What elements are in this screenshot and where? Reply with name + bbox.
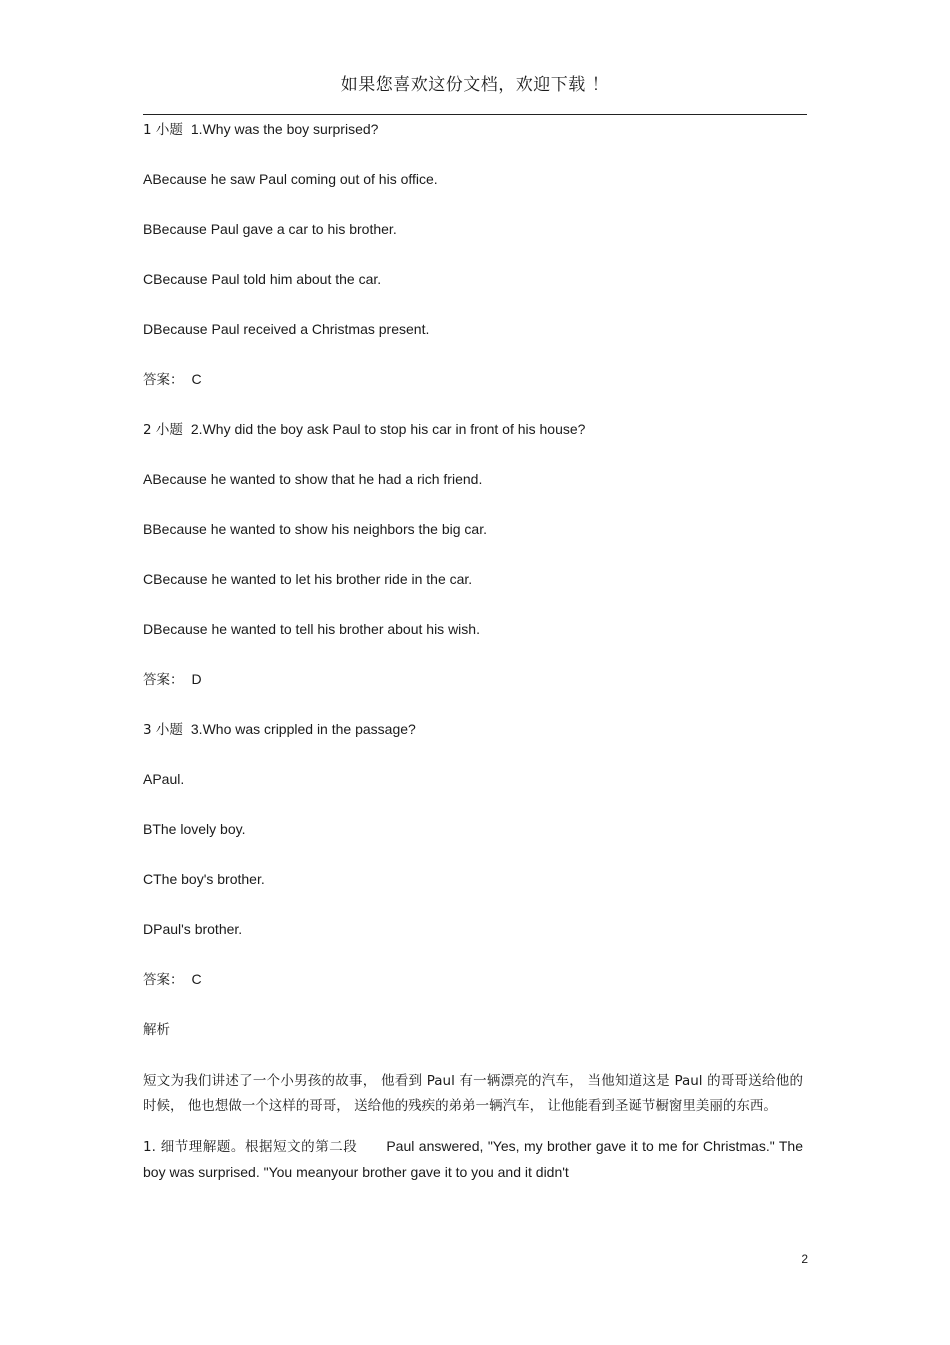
answer-value: C	[191, 371, 202, 387]
analysis-summary: 短文为我们讲述了一个小男孩的故事， 他看到 Paul 有一辆漂亮的汽车， 当他知道这是 Paul 的哥哥送给他的时候， 他也想做一个这样的哥哥， 送给他的残疾的弟弟一辆汽车， 让他能看到圣诞节橱窗里美丽的东西。	[143, 1073, 803, 1114]
option-b: BBecause he wanted to show his neighbors the big car.	[143, 521, 487, 537]
analysis-heading-text: 解析	[143, 1022, 170, 1038]
document-body	[143, 119, 803, 1186]
answer-value: C	[191, 971, 202, 987]
answer-1	[143, 369, 803, 419]
page-number: 2	[801, 1252, 808, 1266]
option-c: CThe boy's brother.	[143, 871, 265, 887]
option-a: ABecause he wanted to show that he had a rich friend.	[143, 471, 483, 487]
answer-label: 答案：	[143, 672, 184, 688]
option-b: BThe lovely boy.	[143, 821, 246, 837]
question-number: 3 小题	[143, 722, 183, 738]
option-d: DPaul's brother.	[143, 921, 243, 937]
question-2	[143, 419, 803, 469]
answer-label: 答案：	[143, 372, 184, 388]
question-number: 1 小题	[143, 122, 183, 138]
question-text: 2.Why did the boy ask Paul to stop his car in front of his house?	[190, 421, 586, 437]
question-number: 2 小题	[143, 422, 183, 438]
header-divider	[143, 114, 807, 115]
analysis-detail-quote: Paul answered, "Yes, my brother gave it to me for Christmas." The boy was surprised. "You meanyour brother gave it to you and it didn't	[143, 1138, 803, 1180]
question-1	[143, 119, 803, 169]
answer-3	[143, 969, 803, 1019]
analysis-heading	[143, 1019, 803, 1069]
answer-value: D	[191, 671, 202, 687]
question-3	[143, 719, 803, 769]
question-text: 1.Why was the boy surprised?	[190, 121, 379, 137]
option-b: BBecause Paul gave a car to his brother.	[143, 221, 397, 237]
analysis-detail	[143, 1134, 803, 1186]
analysis-detail-prefix: 1. 细节理解题。根据短文的第二段	[143, 1139, 358, 1155]
question-text: 3.Who was crippled in the passage?	[190, 721, 416, 737]
answer-label: 答案：	[143, 972, 184, 988]
option-a: APaul.	[143, 771, 185, 787]
page-header-banner: 如果您喜欢这份文档，欢迎下载 ！	[340, 75, 610, 95]
option-c: CBecause Paul told him about the car.	[143, 271, 382, 287]
answer-2	[143, 669, 803, 719]
option-a: ABecause he saw Paul coming out of his office.	[143, 171, 438, 187]
option-c: CBecause he wanted to let his brother ride in the car.	[143, 571, 473, 587]
option-d: DBecause he wanted to tell his brother about his wish.	[143, 621, 480, 637]
option-d: DBecause Paul received a Christmas present.	[143, 321, 430, 337]
